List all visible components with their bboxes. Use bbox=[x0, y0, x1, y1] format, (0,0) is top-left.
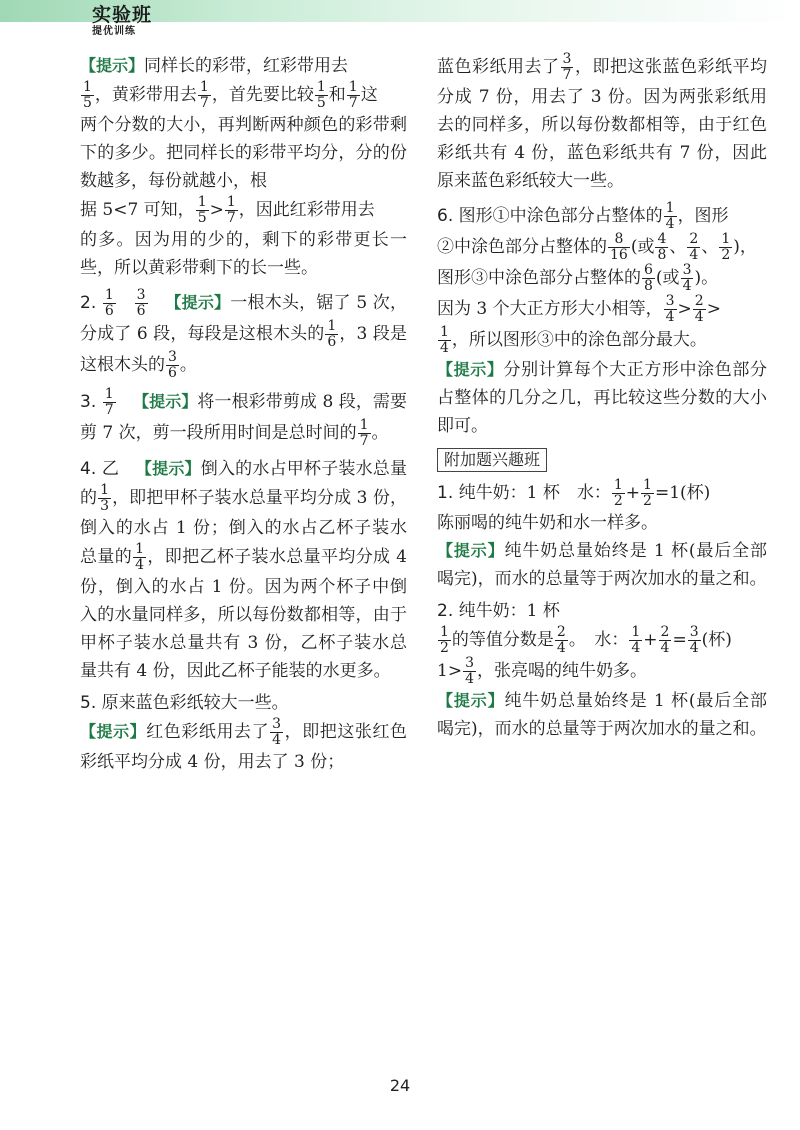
fraction bbox=[463, 656, 476, 687]
text: 纯牛奶总量始终是 1 杯(最后全部喝完)，而水的总量等于两次加水的量之和。 bbox=[437, 691, 767, 739]
fraction bbox=[438, 325, 451, 356]
section-title: 附加题兴趣班 bbox=[437, 448, 547, 472]
numerator: 6 bbox=[644, 262, 653, 278]
text: 纯牛奶总量始终是 1 杯(最后全部喝完)，而水的总量等于两次加水的量之和。 bbox=[437, 541, 767, 589]
fraction bbox=[347, 80, 360, 111]
text: > bbox=[706, 299, 721, 319]
intro-paragraph bbox=[80, 52, 407, 282]
denominator: 4 bbox=[440, 340, 449, 356]
denominator: 7 bbox=[104, 402, 114, 418]
text: ，所以图形③中的涂色部分最大。 bbox=[451, 330, 707, 350]
text: 和 bbox=[328, 85, 346, 105]
denominator: 6 bbox=[104, 303, 114, 319]
hint-label: 【提示】 bbox=[437, 691, 505, 710]
text: ，张亮喝的纯牛奶多。 bbox=[476, 661, 647, 681]
text: 1> bbox=[437, 661, 463, 681]
fraction bbox=[103, 387, 116, 418]
text: 这 bbox=[360, 85, 378, 105]
question-number: 5. bbox=[80, 693, 97, 713]
fraction bbox=[358, 418, 371, 449]
question-3 bbox=[80, 387, 407, 449]
text: + bbox=[625, 483, 641, 503]
text: 红色彩纸用去了 bbox=[146, 722, 270, 742]
numerator: 1 bbox=[613, 477, 623, 493]
numerator: 3 bbox=[272, 716, 282, 732]
text: 的等值分数是 bbox=[451, 630, 554, 650]
numerator: 3 bbox=[689, 624, 699, 640]
numerator: 1 bbox=[440, 624, 449, 640]
numerator: 1 bbox=[316, 79, 326, 95]
numerator: 1 bbox=[104, 386, 114, 402]
fraction bbox=[719, 232, 732, 263]
fraction bbox=[561, 52, 574, 83]
fraction bbox=[681, 263, 694, 294]
question-4 bbox=[80, 455, 407, 685]
fraction bbox=[664, 201, 677, 232]
fraction bbox=[629, 625, 642, 656]
fraction bbox=[81, 80, 94, 111]
denominator: 7 bbox=[199, 95, 209, 111]
denominator: 4 bbox=[631, 640, 641, 656]
denominator: 4 bbox=[660, 640, 670, 656]
numerator: 2 bbox=[694, 293, 704, 309]
denominator: 4 bbox=[465, 671, 474, 687]
fraction bbox=[196, 195, 209, 226]
text: 一根木头，锯了 5 次，分成了 6 段，每段是这根木头的 bbox=[80, 293, 408, 344]
denominator: 8 bbox=[657, 247, 667, 263]
question-number: 2. bbox=[437, 601, 454, 621]
text: (或 bbox=[630, 237, 655, 257]
text: 因为 3 个大正方形大小相等， bbox=[437, 299, 663, 319]
numerator: 2 bbox=[689, 231, 699, 247]
numerator: 3 bbox=[465, 655, 474, 671]
text: 纯牛奶：1 杯 bbox=[458, 601, 560, 621]
fraction bbox=[641, 478, 654, 509]
denominator: 6 bbox=[168, 365, 177, 381]
denominator: 4 bbox=[665, 309, 675, 325]
page-number: 24 bbox=[389, 1076, 411, 1095]
text: 图形①中涂色部分占整体的 bbox=[458, 206, 663, 226]
text: 两个分数的大小，再判断两种颜色的彩带剩下的多少。把同样长的彩带平均分，分的份数越多，每份就越小，根 bbox=[80, 115, 407, 191]
denominator: 4 bbox=[689, 640, 699, 656]
fraction bbox=[687, 232, 700, 263]
fraction bbox=[555, 625, 568, 656]
denominator: 5 bbox=[83, 95, 92, 111]
numerator: 1 bbox=[440, 324, 449, 340]
numerator: 3 bbox=[562, 51, 572, 67]
fraction bbox=[612, 478, 625, 509]
fraction bbox=[655, 232, 668, 263]
numerator: 8 bbox=[608, 232, 630, 248]
text: 、 bbox=[669, 237, 687, 257]
question-number: 4. bbox=[80, 459, 97, 479]
numerator: 3 bbox=[665, 293, 675, 309]
hint-label: 【提示】 bbox=[80, 56, 145, 75]
text: 。 水： bbox=[568, 630, 629, 650]
text: ，即把乙杯子装水总量平均分成 4 份，倒入的水占 1 份。因为两个杯子中倒入的水量同样多，所以每份数都相等，由于甲杯子装水总量共有 3 份，乙杯子装水总量共有 4 份，因此乙杯子能装的水更多。 bbox=[80, 547, 407, 681]
numerator: 1 bbox=[197, 194, 207, 210]
denominator: 4 bbox=[135, 557, 145, 573]
question-number: 1. bbox=[437, 483, 454, 503]
bonus-question-1 bbox=[437, 478, 767, 593]
fraction bbox=[438, 625, 451, 656]
text: > bbox=[209, 200, 224, 220]
numerator: 1 bbox=[359, 417, 369, 433]
text: 图形③中涂色部分占整体的 bbox=[437, 268, 641, 288]
text: 同样长的彩带，红彩带用去 bbox=[144, 56, 349, 76]
numerator: 1 bbox=[104, 287, 114, 303]
fraction bbox=[688, 625, 701, 656]
fraction bbox=[270, 717, 283, 748]
bonus-section-header bbox=[437, 446, 767, 474]
denominator: 7 bbox=[226, 210, 236, 226]
text: 陈丽喝的纯牛奶和水一样多。 bbox=[437, 513, 658, 533]
numerator: 1 bbox=[100, 482, 109, 498]
numerator: 1 bbox=[327, 318, 337, 334]
denominator: 3 bbox=[100, 498, 109, 514]
numerator: 2 bbox=[556, 624, 566, 640]
denominator: 5 bbox=[197, 210, 207, 226]
numerator: 1 bbox=[226, 194, 236, 210]
answer: 原来蓝色彩纸较大一些。 bbox=[101, 693, 289, 713]
text: 纯牛奶：1 杯 水： bbox=[458, 483, 611, 503]
fraction bbox=[103, 288, 116, 319]
denominator: 2 bbox=[440, 640, 449, 656]
fraction bbox=[642, 263, 655, 294]
text: 据 5<7 可知， bbox=[80, 200, 195, 220]
text: 倒入的水占甲杯子装水总量的 bbox=[80, 459, 408, 508]
text: + bbox=[643, 630, 658, 650]
denominator: 8 bbox=[644, 278, 653, 294]
text: ，因此红彩带用去 bbox=[238, 200, 375, 220]
hint-label: 【提示】 bbox=[133, 392, 198, 411]
denominator: 2 bbox=[721, 247, 731, 263]
numerator: 1 bbox=[199, 79, 209, 95]
numerator: 2 bbox=[660, 624, 670, 640]
fraction bbox=[133, 542, 146, 573]
fraction bbox=[225, 195, 238, 226]
question-2 bbox=[80, 288, 407, 381]
numerator: 1 bbox=[348, 79, 358, 95]
fraction bbox=[664, 294, 677, 325]
text: ，黄彩带用去 bbox=[94, 85, 197, 105]
text: 。 bbox=[179, 355, 197, 375]
text: )。 bbox=[694, 268, 719, 288]
right-column bbox=[437, 52, 767, 743]
text: ，即把这张蓝色彩纸平均分成 7 份，用去了 3 份。因为两张彩纸用去的同样多，所以每份数都相等，由于红色彩纸共有 4 份，蓝色彩纸共有 7 份，因此原来蓝色彩纸较大一些。 bbox=[437, 57, 768, 191]
denominator: 7 bbox=[348, 95, 358, 111]
numerator: 3 bbox=[136, 287, 146, 303]
bonus-question-2 bbox=[437, 597, 767, 743]
denominator: 7 bbox=[562, 67, 572, 83]
left-column bbox=[80, 52, 407, 776]
hint-label: 【提示】 bbox=[437, 360, 504, 379]
fraction bbox=[659, 625, 672, 656]
text: 将一根彩带剪成 8 段，需要剪 7 次，剪一段所用时间是总时间的 bbox=[80, 392, 407, 443]
question-number: 2. bbox=[80, 293, 97, 313]
text: ，3 段是这根木头的 bbox=[80, 324, 407, 375]
question-5 bbox=[80, 689, 407, 776]
text: ②中涂色部分占整体的 bbox=[437, 237, 607, 257]
text: 的多。因为用的少的，剩下的彩带更长一些，所以黄彩带剩下的长一些。 bbox=[80, 230, 407, 278]
numerator: 1 bbox=[643, 477, 652, 493]
fraction bbox=[325, 319, 338, 350]
text: ，即把甲杯子装水总量平均分成 3 份，倒入的水占 1 份；倒入的水占乙杯子装水总量的 bbox=[80, 488, 407, 567]
text: > bbox=[677, 299, 692, 319]
denominator: 2 bbox=[613, 493, 623, 509]
fraction bbox=[693, 294, 706, 325]
numerator: 1 bbox=[631, 624, 641, 640]
question-number: 6. bbox=[437, 206, 454, 226]
text: ，图形 bbox=[677, 206, 729, 226]
text: 分别计算每个大正方形中涂色部分占整体的几分之几，再比较这些分数的大小即可。 bbox=[437, 360, 767, 436]
numerator: 4 bbox=[657, 231, 667, 247]
numerator: 3 bbox=[168, 349, 177, 365]
brand-title: 实验班 bbox=[92, 4, 153, 26]
hint-label: 【提示】 bbox=[437, 541, 505, 560]
fraction bbox=[166, 350, 179, 381]
numerator: 1 bbox=[665, 200, 675, 216]
numerator: 1 bbox=[135, 541, 145, 557]
brand-logo bbox=[92, 4, 152, 38]
denominator: 16 bbox=[610, 247, 628, 263]
text: ，首先要比较 bbox=[211, 85, 314, 105]
text: )， bbox=[733, 237, 757, 257]
denominator: 5 bbox=[316, 95, 326, 111]
denominator: 6 bbox=[136, 303, 146, 319]
text: =1(杯) bbox=[654, 483, 711, 503]
numerator: 1 bbox=[721, 231, 731, 247]
denominator: 4 bbox=[694, 309, 704, 325]
denominator: 2 bbox=[643, 493, 652, 509]
question-5-continued bbox=[437, 52, 767, 195]
denominator: 7 bbox=[359, 433, 369, 449]
question-6 bbox=[437, 201, 767, 440]
numerator: 3 bbox=[682, 262, 692, 278]
fraction bbox=[135, 288, 148, 319]
denominator: 6 bbox=[327, 334, 337, 350]
fraction bbox=[315, 80, 328, 111]
numerator: 1 bbox=[83, 79, 92, 95]
fraction bbox=[608, 232, 630, 263]
hint-label: 【提示】 bbox=[165, 293, 231, 312]
denominator: 4 bbox=[689, 247, 699, 263]
hint-label: 【提示】 bbox=[80, 722, 147, 741]
fraction bbox=[198, 80, 211, 111]
denominator: 4 bbox=[272, 732, 282, 748]
fraction bbox=[98, 483, 111, 514]
text: = bbox=[672, 630, 687, 650]
denominator: 4 bbox=[665, 216, 675, 232]
text: ，即把这张红色彩纸平均分成 4 份，用去了 3 份； bbox=[80, 722, 408, 772]
text: (或 bbox=[655, 268, 680, 288]
text: 蓝色彩纸用去了 bbox=[437, 57, 560, 77]
brand-subtitle: 提优训练 bbox=[92, 26, 136, 37]
hint-label: 【提示】 bbox=[135, 459, 201, 478]
denominator: 4 bbox=[556, 640, 566, 656]
text: (杯) bbox=[701, 630, 732, 650]
question-number: 3. bbox=[80, 392, 97, 412]
answer: 乙 bbox=[101, 459, 120, 479]
denominator: 4 bbox=[682, 278, 692, 294]
text: 、 bbox=[701, 237, 719, 257]
text: 。 bbox=[371, 423, 389, 443]
